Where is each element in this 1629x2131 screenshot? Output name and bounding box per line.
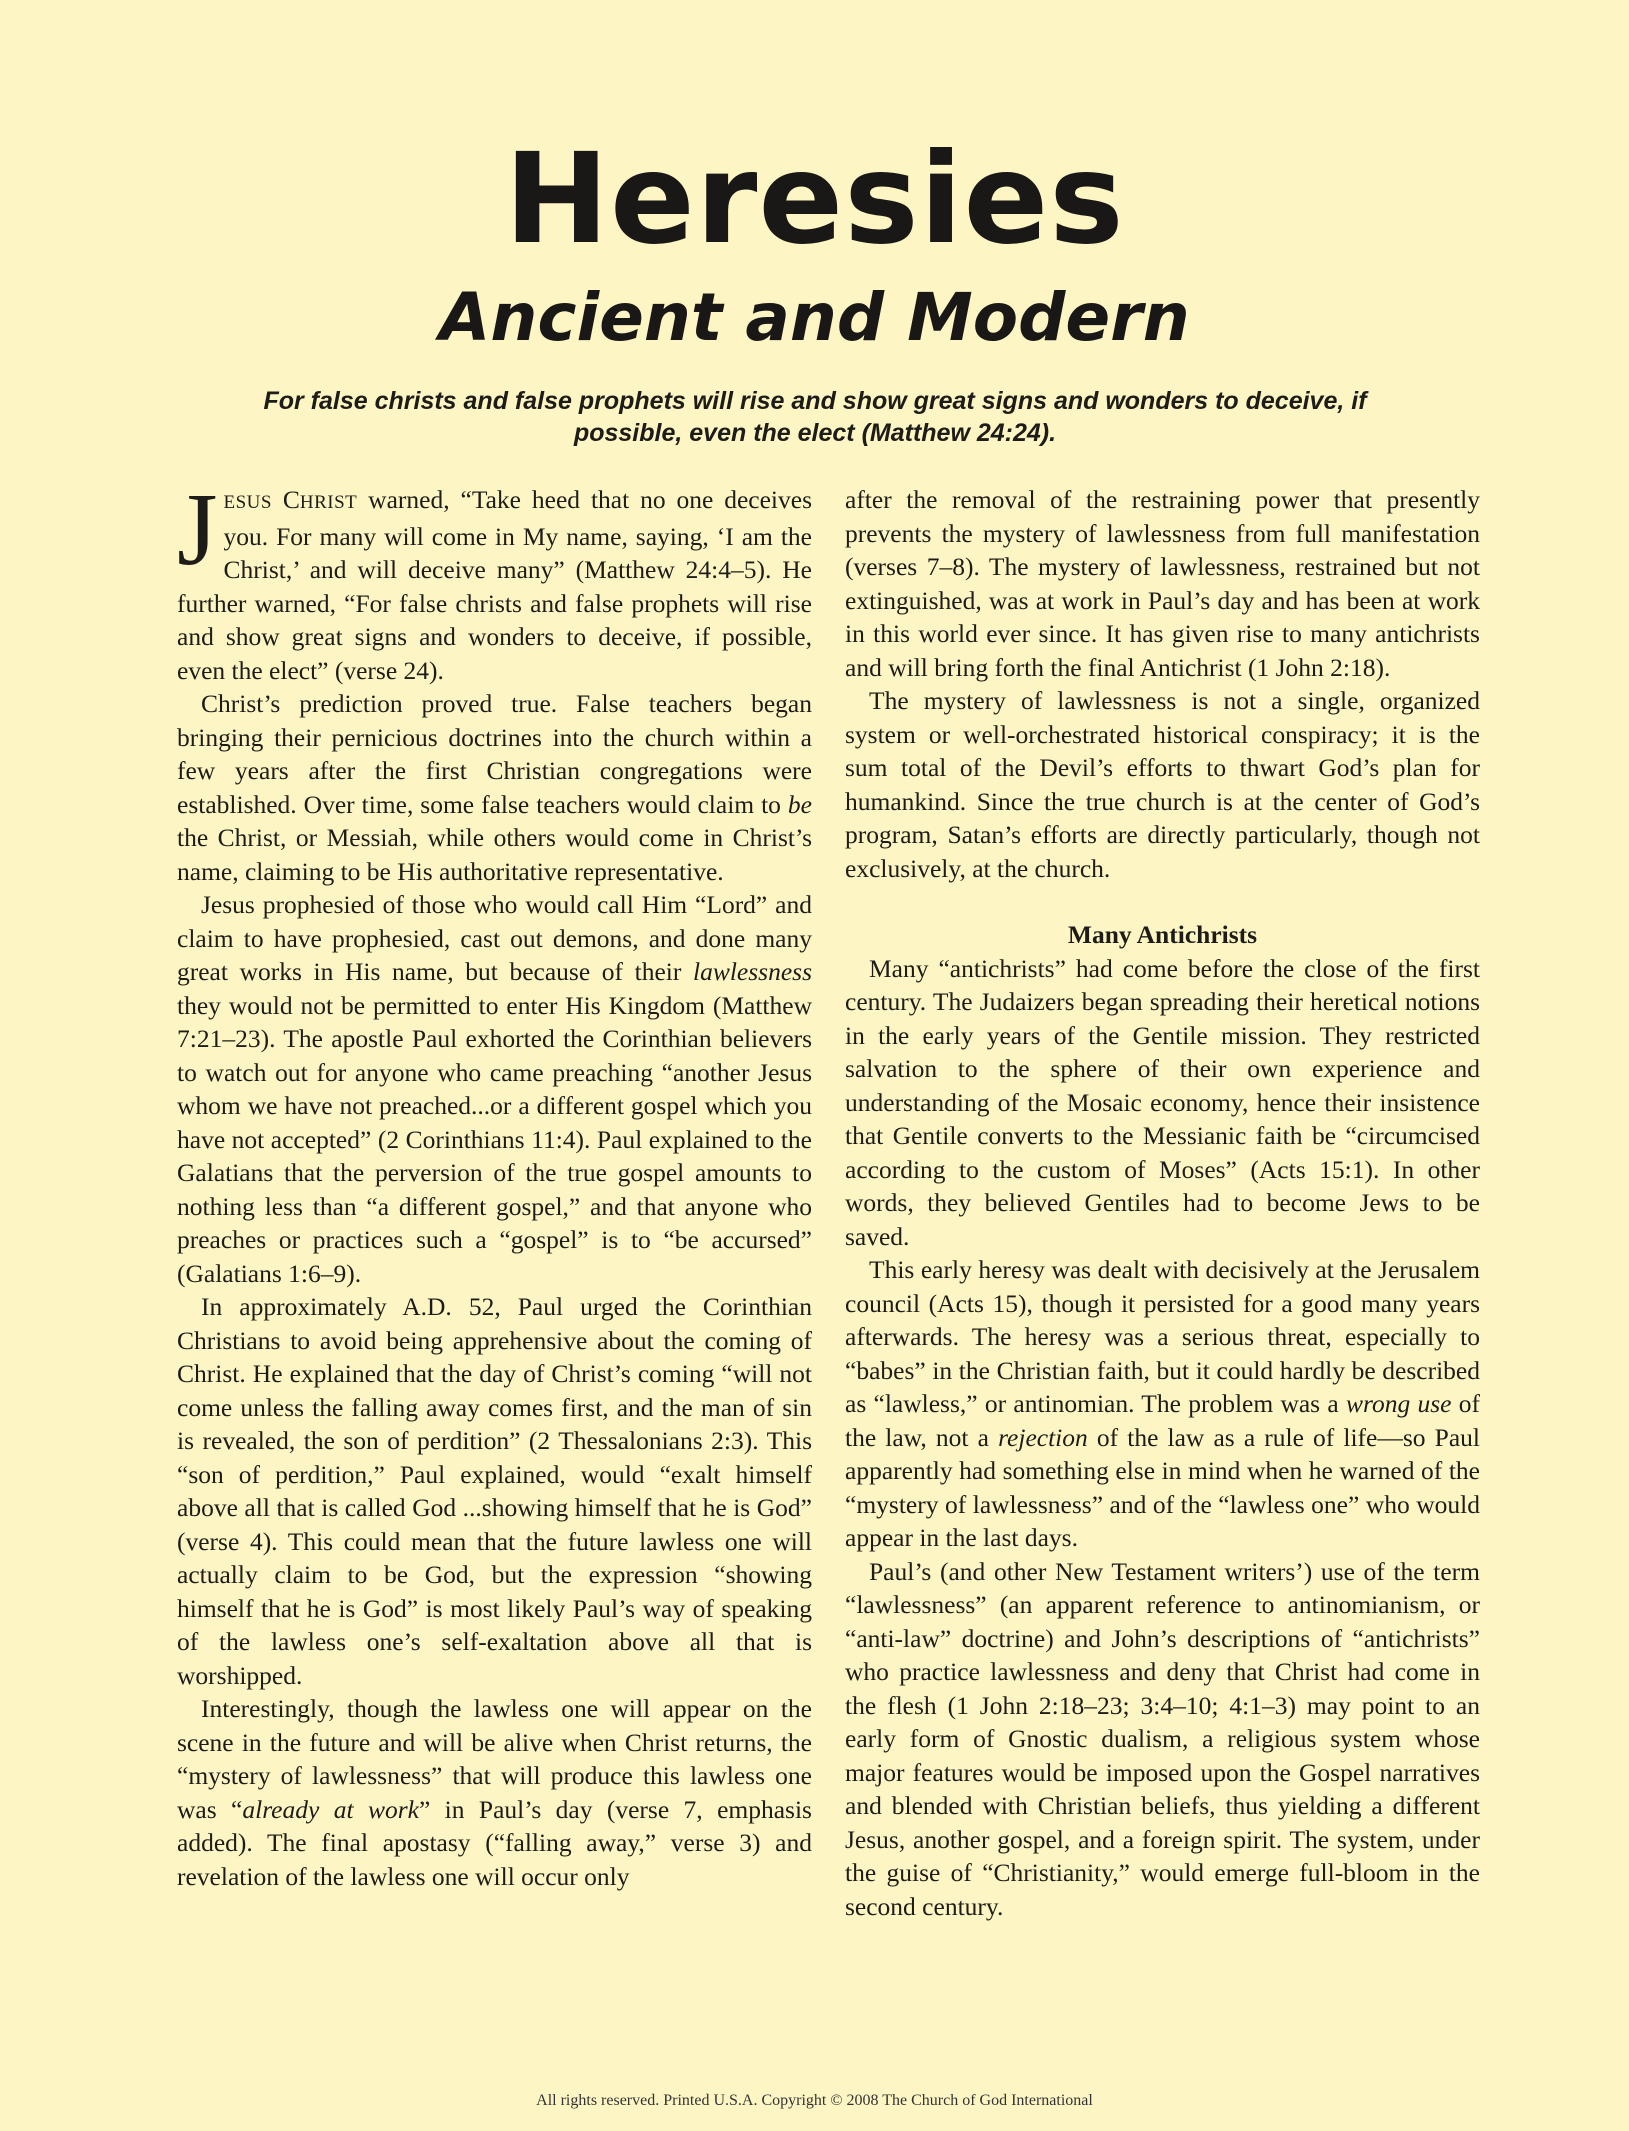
paragraph-text: Interestingly, though the lawless one will appear on the scene in the future and will be alive when Christ returns, the “mystery of lawlessness” that will produce this lawless one was “ — [177, 1694, 812, 1824]
emphasis: wrong use — [1345, 1389, 1452, 1418]
paragraph-text: of the law, not a — [845, 1389, 1480, 1452]
emphasis: rejection — [998, 1422, 1088, 1452]
paragraph-text: Jesus prophesied of those who would call Him “Lord” and claim to have prophesied, cast out demons, and done many great works in His name, but because of their — [177, 890, 812, 986]
lead-small-caps: ESUS — [223, 492, 272, 513]
emphasis: be — [787, 789, 812, 819]
copyright-footer: All rights reserved. Printed U.S.A. Copyright © 2008 The Church of God International — [536, 2092, 1093, 2109]
paragraph — [177, 687, 812, 888]
paragraph-text: Christ’s prediction proved true. False teachers began bringing their pernicious doctrines into the church within a few years after the first Christian congregations were established. Over time, some false teachers would claim to — [177, 689, 812, 819]
paragraph-text: ” in Paul’s day (verse 7, emphasis added). The final apostasy (“falling away,” verse 3) and revelation of the lawless one will occur only — [177, 1794, 812, 1891]
paragraph — [177, 472, 812, 687]
page-title: Heresies — [504, 127, 1125, 272]
epigraph: For false christs and false prophets will rise and show great signs and wonders to deceive, if possible, even the elect (Matthew 24:24). — [263, 387, 1367, 447]
paragraph — [845, 1253, 1480, 1555]
paragraph-text: warned, “Take heed that no one deceives you. For many will come in My name, saying, ‘I am the Christ,’ and will deceive many” (Matthew 24:4–5). He further warned, “For false christs and false prophets will rise and show great signs and wonders to deceive, if possible, even the elect” (verse 24). — [177, 485, 812, 685]
section-heading: Many Antichrists — [1067, 920, 1258, 949]
paragraph: Many “antichrists” had come before the close of the first century. The Judaizers began spreading their heretical notions in the early years of the Gentile mission. They restricted salvation to the sphere of their own experience and understanding of the Mosaic economy, hence their insistence that Gentile converts to the Messianic faith be “circumcised according to the custom of Moses” (Acts 15:1). In other words, they believed Gentiles had to become Jews to be saved. — [845, 953, 1480, 1251]
page-subtitle: Ancient and Modern — [439, 279, 1190, 356]
paragraph-text: This early heresy was dealt with decisively at the Jerusalem council (Acts 15), though it persisted for a good many years afterwards. The heresy was a serious threat, especially to “babes” in the Christian faith, but it could hardly be described as “lawless,” or antinomian. The problem was a — [845, 1255, 1480, 1418]
paragraph: after the removal of the restraining power that presently prevents the mystery of lawlessness from full manifestation (verses 7–8). The mystery of lawlessness, restrained but not extinguished, was at work in Paul’s day and has been at work in this world ever since. It has given rise to many antichrists and will bring forth the final Antichrist (1 John 2:18). — [845, 485, 1480, 682]
paragraph — [177, 888, 812, 1290]
lead-small-caps: HRIST — [299, 492, 358, 513]
paragraph: In approximately A.D. 52, Paul urged the Corinthian Christians to avoid being apprehensive about the coming of Christ. He explained that the day of Christ’s coming “will not come unless the falling away comes first, and the man of sin is revealed, the son of perdition” (2 Thessalonians 2:3). This “son of perdition,” Paul explained, would “exalt himself above all that is called God ...showing himself that he is God” (verse 4). This could mean that the future lawless one will actually claim to be God, but the expression “showing himself that he is God” is most likely Paul’s way of speaking of the lawless one’s self-exaltation above all that is worshipped. — [177, 1292, 812, 1690]
paragraph — [177, 1692, 812, 1893]
lead-cap: C — [282, 485, 300, 514]
paragraph-text: the Christ, or Messiah, while others would come in Christ’s name, claiming to be His authoritative representative. — [177, 823, 812, 886]
paragraph-text: of the law as a rule of life—so Paul apparently had something else in mind when he warned of the “mystery of lawlessness” and of the “lawless one” who would appear in the last days. — [845, 1422, 1480, 1552]
left-column — [177, 472, 812, 1893]
paragraph: The mystery of lawlessness is not a single, organized system or well-orchestrated historical conspiracy; it is the sum total of the Devil’s efforts to thwart God’s plan for humankind. Since the true church is at the center of God’s program, Satan’s efforts are directly particularly, though not exclusively, at the church. — [845, 686, 1480, 883]
paragraph-text: they would not be permitted to enter His Kingdom (Matthew 7:21–23). The apostle Paul exhorted the Corinthian believers to watch out for anyone who came preaching “another Jesus whom we have not preached...or a different gospel which you have not accepted” (2 Corinthians 11:4). Paul explained to the Galatians that the perversion of the true gospel amounts to nothing less than “a different gospel,” and that anyone who preaches or practices such a “gospel” is to “be accursed” (Galatians 1:6–9). — [177, 990, 812, 1288]
drop-cap: J — [177, 472, 218, 587]
right-column — [845, 483, 1480, 1923]
emphasis: lawlessness — [692, 957, 812, 986]
paragraph: Paul’s (and other New Testament writers’) use of the term “lawlessness” (an apparent reference to antinomianism, or “anti-law” doctrine) and John’s descriptions of “antichrists” who practice lawlessness and deny that Christ had come in the flesh (1 John 2:18–23; 3:4–10; 4:1–3) may point to an early form of Gnostic dualism, a religious system whose major features would be imposed upon the Gospel narratives and blended with Christian beliefs, thus yielding a different Jesus, another gospel, and a foreign spirit. The system, under the guise of “Christianity,” would emerge full-bloom in the second century. — [845, 1556, 1480, 1921]
emphasis: already at work — [242, 1794, 419, 1824]
